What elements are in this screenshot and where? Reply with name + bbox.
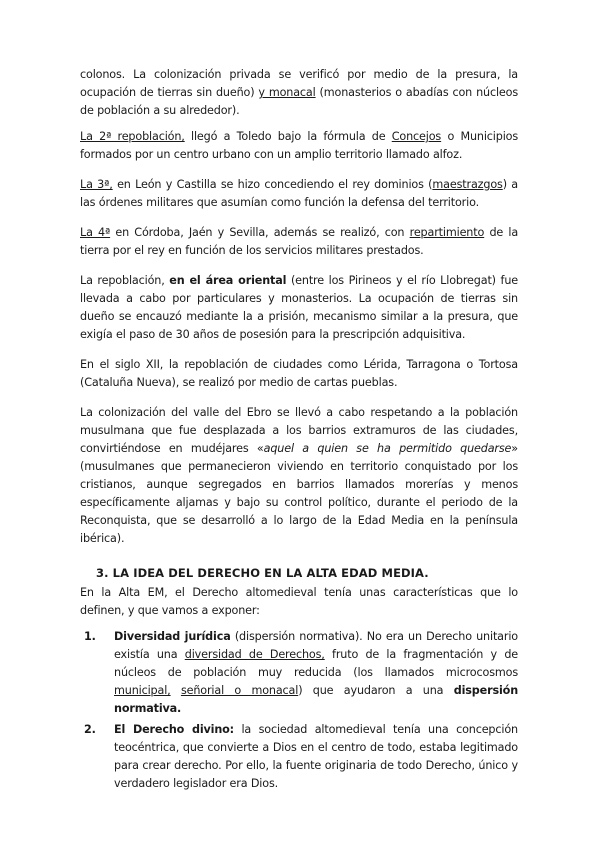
paragraph-cuarta-repoblacion: La 4ª en Córdoba, Jaén y Sevilla, además se realizó, con repartimiento de la tierra por el rey en función de los servicios militares prestados. bbox=[80, 226, 519, 257]
paragraph-colonos: colonos. La colonización privada se verificó por medio de la presura, la ocupación de tierras sin dueño) y monacal (monasterios o abadías con núcleos de población a su alrededor). bbox=[80, 68, 519, 117]
paragraph-segunda-repoblacion: La 2ª repoblación, llegó a Toledo bajo la fórmula de Concejos o Municipios formados por un centro urbano con un amplio territorio llamado alfoz. bbox=[80, 130, 519, 161]
characteristics-list bbox=[80, 628, 518, 793]
paragraph-tercera-repoblacion: La 3ª, en León y Castilla se hizo concediendo el rey dominios (maestrazgos) a las órdenes militares que asumían como función la defensa del territorio. bbox=[80, 178, 519, 209]
paragraph-valle-ebro: La colonización del valle del Ebro se llevó a cabo respetando a la población musulmana que fue desplazada a los barrios extramuros de las ciudades, convirtiéndose en mudéjares «aquel a quien se ha permitido quedarse» (musulmanes que permanecieron viviendo en territorio conquistado por los cristianos, aunque segregados en barrios llamados morerías y menos específicamente aljamas y bajo su control político, durante el periodo de la Reconquista, que se desarrolló a lo largo de la Edad Media en la península ibérica). bbox=[80, 406, 518, 545]
section-heading: 3. LA IDEA DEL DERECHO EN LA ALTA EDAD MEDIA. bbox=[96, 566, 429, 580]
paragraph-siglo-xii: En el siglo XII, la repoblación de ciudades como Lérida, Tarragona o Tortosa (Cataluña Nueva), se realizó por medio de cartas pueblas. bbox=[80, 358, 518, 389]
paragraph-area-oriental: La repoblación, en el área oriental (entre los Pirineos y el río Llobregat) fue llevada a cabo por particulares y monasterios. La ocupación de tierras sin dueño se encauzó mediante la a prisión, mecanismo similar a la presura, que exigía el paso de 30 años de posesión para la prescripción adquisitiva. bbox=[80, 274, 518, 341]
list-item: 1. Diversidad jurídica (dispersión normativa). No era un Derecho unitario existía una diversidad de Derechos, fruto de la fragmentación y de núcleos de población muy reducida (los llamados microcosmos municipal, señorial o monacal) que ayudaron a una dispersión normativa. bbox=[84, 630, 519, 715]
list-item: 2. El Derecho divino: la sociedad altomedieval tenía una concepción teocéntrica, que convierte a Dios en el centro de todo, estaba legitimado para crear derecho. Por ello, la fuente originaria de todo Derecho, único y verdadero legislador era Dios. bbox=[84, 723, 518, 790]
paragraph-intro: En la Alta EM, el Derecho altomedieval tenía unas características que lo definen, y que vamos a exponer: bbox=[80, 586, 518, 617]
